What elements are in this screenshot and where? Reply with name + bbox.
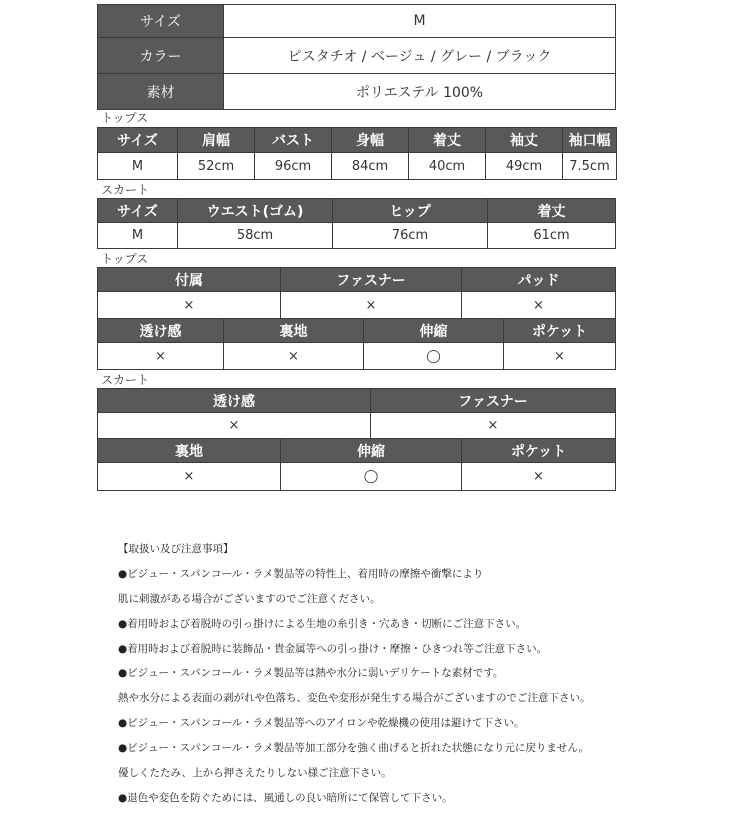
table-header-row	[98, 199, 616, 223]
notes-line: ●ビジュー・スパンコール・ラメ製品等加工部分を強く曲げると折れた状態になり元に戻りません。	[118, 741, 590, 754]
notes-line: ●ビジュー・スパンコール・ラメ製品等の特性上、着用時の摩擦や衝撃により	[118, 568, 484, 581]
table-cell: ×	[98, 463, 281, 491]
table-cell: 49cm	[486, 153, 563, 180]
skirt-detail-table-1	[97, 388, 616, 439]
table-cell: 84cm	[332, 153, 409, 180]
notes-line: 肌に刺激がある場合がございますのでご注意ください。	[118, 593, 381, 606]
table-cell: 52cm	[178, 153, 255, 180]
header-cell: ウエスト(ゴム)	[178, 199, 333, 223]
care-notes	[118, 531, 591, 816]
table-cell: ×	[504, 343, 616, 370]
table-header-row	[98, 268, 616, 292]
notes-title: 【取扱い及び注意事項】	[118, 543, 234, 556]
header-cell: 裏地	[224, 319, 364, 343]
header-cell: サイズ	[98, 128, 178, 153]
info-value: ピスタチオ / ベージュ / グレー / ブラック	[224, 38, 616, 74]
info-value: ポリエステル 100%	[224, 74, 616, 110]
header-cell: 透け感	[98, 319, 224, 343]
notes-line: ●ビジュー・スパンコール・ラメ製品等は熱や水分に弱いデリケートな素材です。	[118, 667, 504, 680]
notes-line: 熱や水分による表面の剥がれや色落ち、変色や変形が発生する場合がございますのでご注意下さい。	[118, 692, 591, 705]
section-label-skirt-detail: スカート	[101, 373, 150, 387]
table-cell: ×	[98, 292, 281, 319]
header-cell: ファスナー	[281, 268, 462, 292]
header-cell: ポケット	[462, 439, 616, 463]
notes-line: ●着用時および着脱時に装飾品・貴金属等への引っ掛け・摩擦・ひきつれ等ご注意下さい。	[118, 642, 548, 655]
table-cell: 58cm	[178, 223, 333, 249]
table-cell: M	[98, 223, 178, 249]
table-row	[98, 343, 616, 370]
info-label: サイズ	[98, 5, 224, 38]
info-value: M	[224, 5, 616, 38]
header-cell: 袖口幅	[563, 128, 617, 153]
skirt-detail-table-2	[97, 438, 616, 491]
table-cell: ◯	[364, 343, 504, 370]
table-header-row	[98, 319, 616, 343]
table-cell: 7.5cm	[563, 153, 617, 180]
notes-line: 優しくたたみ、上から押さえたりしない様ご注意下さい。	[118, 766, 392, 779]
section-label-tops-detail: トップス	[101, 252, 149, 266]
header-cell: ファスナー	[371, 389, 616, 413]
header-cell: サイズ	[98, 199, 178, 223]
info-row	[98, 74, 616, 110]
header-cell: ヒップ	[333, 199, 488, 223]
header-cell: 伸縮	[364, 319, 504, 343]
info-row	[98, 38, 616, 74]
header-cell: 付属	[98, 268, 281, 292]
table-cell: 96cm	[255, 153, 332, 180]
notes-line: ●ビジュー・スパンコール・ラメ製品等へのアイロンや乾燥機の使用は避けて下さい。	[118, 717, 525, 730]
table-row	[98, 292, 616, 319]
info-row	[98, 5, 616, 38]
table-cell: ×	[98, 413, 371, 439]
table-header-row	[98, 439, 616, 463]
skirt-size-table	[97, 198, 616, 249]
header-cell: 袖丈	[486, 128, 563, 153]
table-header-row	[98, 389, 616, 413]
table-cell: ×	[462, 463, 616, 491]
notes-line: ●退色や変色を防ぐためには、風通しの良い暗所にて保管して下さい。	[118, 791, 453, 804]
table-cell: ×	[281, 292, 462, 319]
header-cell: 身幅	[332, 128, 409, 153]
table-cell: ×	[224, 343, 364, 370]
info-label: 素材	[98, 74, 224, 110]
table-cell: M	[98, 153, 178, 180]
tops-size-table	[97, 127, 617, 180]
table-cell: ×	[98, 343, 224, 370]
tops-detail-table-1	[97, 267, 616, 319]
header-cell: 伸縮	[281, 439, 462, 463]
section-label-tops-size: トップス	[101, 111, 149, 125]
tops-detail-table-2	[97, 318, 616, 370]
table-row	[98, 463, 616, 491]
header-cell: 着丈	[488, 199, 616, 223]
header-cell: 着丈	[409, 128, 486, 153]
header-cell: 肩幅	[178, 128, 255, 153]
header-cell: 裏地	[98, 439, 281, 463]
header-cell: バスト	[255, 128, 332, 153]
table-cell: 61cm	[488, 223, 616, 249]
header-cell: 透け感	[98, 389, 371, 413]
table-row	[98, 153, 617, 180]
table-cell: ◯	[281, 463, 462, 491]
table-row	[98, 223, 616, 249]
header-cell: パッド	[462, 268, 616, 292]
table-header-row	[98, 128, 617, 153]
header-cell: ポケット	[504, 319, 616, 343]
section-label-skirt-size: スカート	[101, 183, 150, 197]
notes-line: ●着用時および着脱時の引っ掛けによる生地の糸引き・穴あき・切断にご注意下さい。	[118, 617, 527, 630]
table-cell: 76cm	[333, 223, 488, 249]
product-info-table	[97, 4, 616, 110]
table-cell: 40cm	[409, 153, 486, 180]
info-label: カラー	[98, 38, 224, 74]
table-cell: ×	[371, 413, 616, 439]
table-row	[98, 413, 616, 439]
table-cell: ×	[462, 292, 616, 319]
